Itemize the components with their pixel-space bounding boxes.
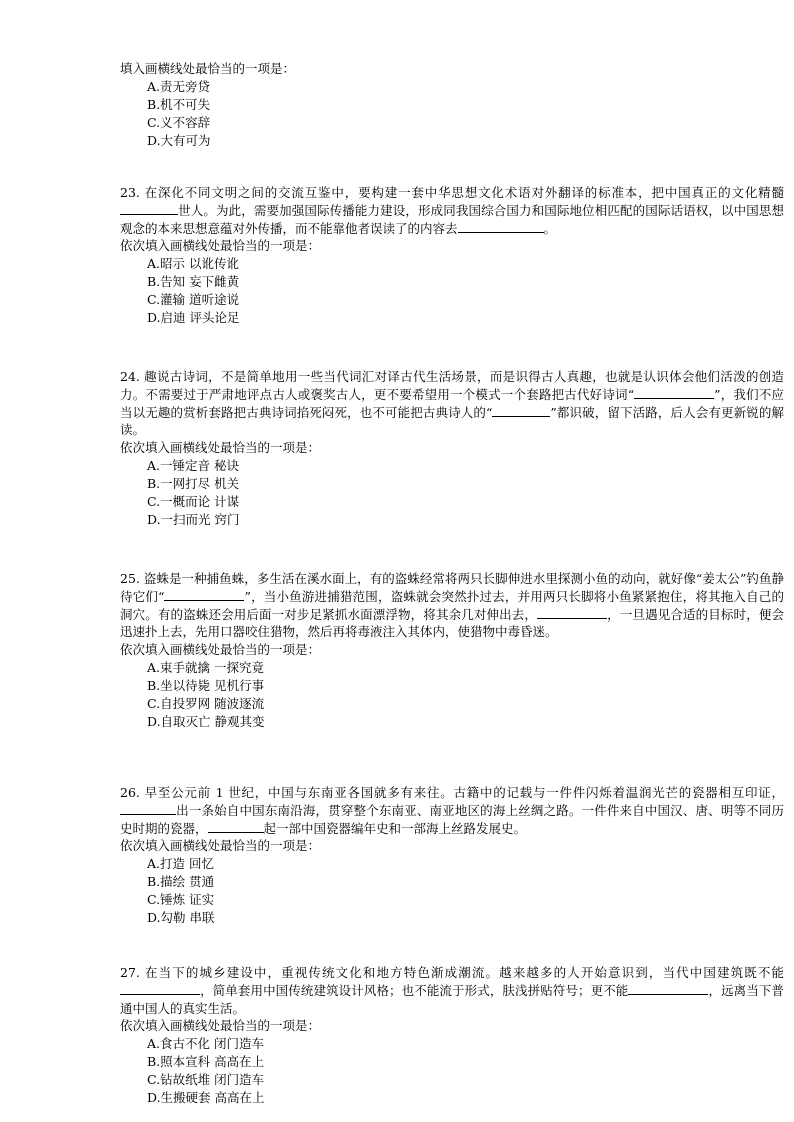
option-c: C.钻故纸堆 闭门造车 [147,1072,265,1088]
option-a: A.一锤定音 秘诀 [147,457,239,473]
question-prompt: 依次填入画横线处最恰当的一项是： [120,440,321,456]
question-prompt: 填入画横线处最恰当的一项是： [120,61,296,76]
blank-2 [492,404,550,417]
option-a: A.打造 回忆 [147,856,214,872]
blank-1 [120,802,176,815]
option-a: A.责无旁贷 [147,78,211,94]
option-c: C.一概而论 计谋 [147,493,240,509]
option-c: C.灌输 道听途说 [147,292,240,308]
option-b: B.描绘 贯通 [147,874,215,890]
blank-2 [628,982,708,995]
blank-1 [634,386,714,399]
question-stem: 27. 在当下的城乡建设中，重视传统文化和地方特色渐成潮流。越来越多的人开始意识到，当代中国建筑既不能，简单套用中国传统建筑设计风格；也不能流于形式，肤浅拼贴符号；更不能 ，远离当下普通中国人的真实生活。 [120,965,784,1016]
option-a: A.昭示 以讹传讹 [147,256,239,272]
question-stem: 23. 在深化不同文明之间的交流互鉴中，要构建一套中华思想文化术语对外翻译的标准本，把中国真正的文化精髓世人。为此，需要加强国际传播能力建设，形成同我国综合国力和国际地位相匹配的国际话语权，以中国思想观念的本来思想意蕴对外传播，而不能靠他者误读了的内容去 。 [120,185,784,236]
option-d: D.启迪 评头论足 [147,310,240,326]
blank-2 [537,606,607,619]
option-c: C.锤炼 证实 [147,892,215,908]
option-a: A.束手就擒 一探究竟 [147,659,264,675]
question-26 [120,784,784,927]
blank-1 [120,202,178,215]
option-b: B.照本宣科 高高在上 [147,1054,265,1070]
question-27 [120,964,784,1107]
option-b: B.坐以待毙 见机行事 [147,677,265,693]
blank-2 [458,220,544,233]
question-stem: 24. 趣说古诗词，不是简单地用一些当代词汇对译古代生活场景，而是识得古人真趣，也就是认识体会他们活泼的创造力。不需要过于严肃地评点古人或褒奖古人，更不要希望用一个模式一个套路把古代好诗词“ ”，我们不应当以无趣的赏析套路把古典诗词掐死闷死，也不可能把古典诗人的“ ”都识破，留下活路，后人会有更新锐的解读。 [120,369,784,438]
option-b: B.一网打尽 机关 [147,475,240,491]
option-b: B.机不可失 [147,96,211,112]
question-prompt: 依次填入画横线处最恰当的一项是： [120,1018,321,1034]
question-22 [120,60,784,150]
blank-2 [208,820,264,833]
option-d: D.大有可为 [147,132,211,148]
option-c: C.自投罗网 随波逐流 [147,695,265,711]
option-d: D.一扫而光 窍门 [147,511,240,527]
option-c: C.义不容辞 [147,114,211,130]
question-prompt: 依次填入画横线处最恰当的一项是： [120,238,321,254]
option-b: B.告知 妄下雌黄 [147,274,240,290]
option-d: D.生搬硬套 高高在上 [147,1090,265,1106]
question-24 [120,368,784,529]
blank-1 [120,982,200,995]
option-d: D.勾勒 串联 [147,910,215,926]
question-prompt: 依次填入画横线处最恰当的一项是： [120,838,321,854]
question-25 [120,570,784,731]
option-d: D.自取灭亡 静观其变 [147,713,265,729]
blank-1 [164,588,244,601]
question-stem: 25. 盗蛛是一种捕鱼蛛，多生活在溪水面上，有的盗蛛经常将两只长脚伸进水里探测小鱼的动向，就好像“姜太公”钓鱼静待它们“ ”，当小鱼游进捕猎范围，盗蛛就会突然扑过去，并用两只长脚将小鱼紧紧抱住，将其拖入自己的洞穴。有的盗蛛还会用后面一对步足紧抓水面漂浮物，将其余几对伸出去， ，一旦遇见合适的目标时，便会迅速扑上去，先用口器咬住猎物，然后再将毒液注入其体内，使猎物中毒昏迷。 [120,571,784,640]
question-23 [120,184,784,327]
question-stem: 26. 早至公元前 1 世纪，中国与东南亚各国就多有来往。古籍中的记载与一件件闪烁着温润光芒的瓷器相互印证，出一条始自中国东南沿海，贯穿整个东南亚、南亚地区的海上丝绸之路。一件件来自中国汉、唐、明等不同历史时期的瓷器， 起一部中国瓷器编年史和一部海上丝路发展史。 [120,785,784,836]
option-a: A.食古不化 闭门造车 [147,1036,264,1052]
question-prompt: 依次填入画横线处最恰当的一项是： [120,642,321,658]
